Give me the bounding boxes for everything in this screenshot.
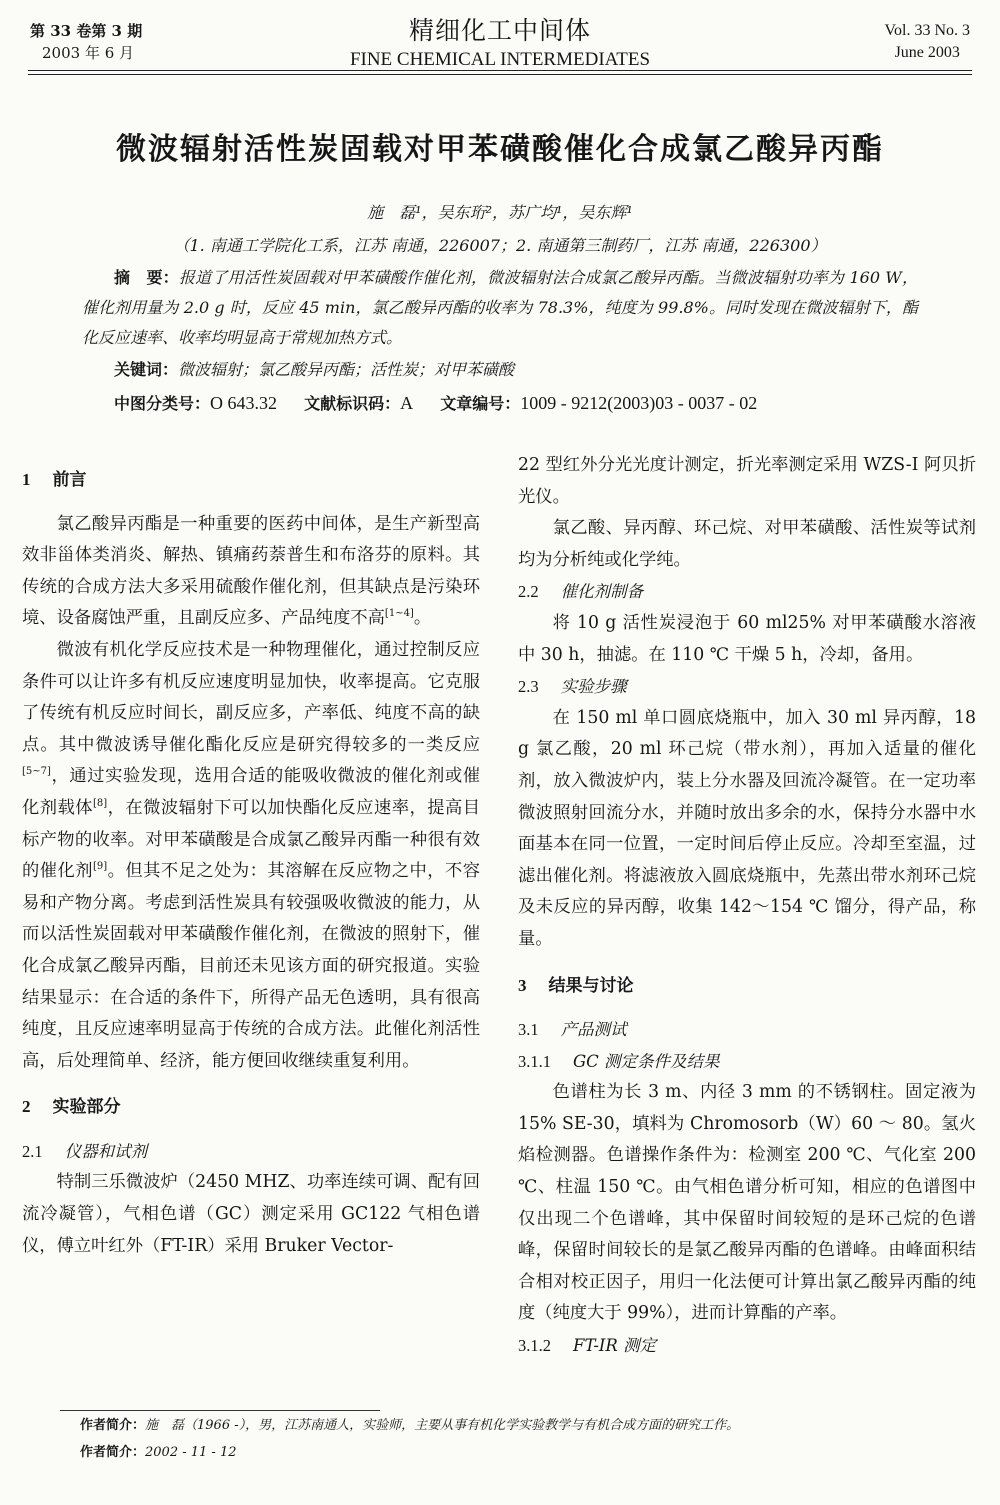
footnote-date: 作者简介：2002 - 11 - 12 (80, 1445, 237, 1460)
journal-name-cn: 精细化工中间体 (408, 16, 591, 45)
section-heading: 2 实验部分 (22, 1097, 121, 1118)
issue-date-en: June 2003 (894, 44, 960, 61)
subsection-heading: 3.1 产品测试 (518, 1020, 627, 1040)
subsection-heading: 2.3 实验步骤 (518, 677, 627, 697)
authors: 施 磊¹，吴东珩²，苏广均¹，吴东辉¹ (367, 203, 633, 222)
paragraph: 特制三乐微波炉（2450 MHZ、功率连续可调、配有回流冷凝管），气相色谱（GC）测定采用 GC122 气相色谱仪，傅立叶红外（FT-IR）采用 Bruker Vector- (22, 1172, 480, 1256)
volume-issue-en: Vol. 33 No. 3 (884, 22, 970, 39)
subsection-heading: 3.1.2 FT-IR 测定 (518, 1336, 657, 1356)
journal-name (0, 14, 1000, 72)
article-no-label: 文章编号： (440, 394, 521, 413)
section-heading: 3 结果与讨论 (518, 975, 634, 996)
keywords-label: 关键词： (114, 360, 179, 379)
citation: [5~7] (22, 766, 51, 778)
paper-title: 微波辐射活性炭固载对甲苯磺酸催化合成氯乙酸异丙酯 (116, 132, 884, 167)
left-column (22, 450, 480, 1262)
footnote-author: 作者简介：施 磊（1966 -），男，江苏南通人，实验师，主要从事有机化学实验教学与有机合成方面的研究工作。 (80, 1418, 740, 1433)
affiliation: （1. 南通工学院化工系，江苏 南通，226007；2. 南通第三制药厂，江苏 南通，226300） (173, 236, 827, 255)
citation: [8] (93, 798, 108, 810)
header-rule-thin (28, 74, 972, 75)
abstract (82, 263, 918, 353)
doc-code-label: 文献标识码： (304, 394, 401, 413)
subsection-heading: 2.1 仪器和试剂 (22, 1141, 148, 1161)
paragraph: 色谱柱为长 3 m、内径 3 mm 的不锈钢柱。固定液为 15% SE-30，填料为 Chromosorb（W）60 ～ 80。氢火焰检测器。色谱操作条件为：检测室 200 ℃、气化室 200 ℃、柱温 150 ℃。由气相色谱分析可知，相应的色谱图中仅出现二个色谱峰，其中保留时间较短的是环己烷的色谱峰，保留时间较长的是氯乙酸异丙酯的色谱峰。由峰面积结合相对校正因子，用归一化法便可计算出氯乙酸异丙酯的纯度（纯度大于 99%），进而计算酯的产率。 (518, 1082, 976, 1324)
abstract-label: 摘 要： (114, 268, 179, 287)
journal-name-en: FINE CHEMICAL INTERMEDIATES (349, 49, 651, 70)
citation: [9] (93, 861, 108, 873)
issue-info-en (885, 20, 971, 64)
header-rule (28, 70, 972, 71)
citation: [1~4] (384, 608, 414, 620)
issue-date: 2003 年 6 月 (42, 44, 135, 62)
keywords (114, 355, 514, 385)
paragraph: 将 10 g 活性炭浸泡于 60 ml25% 对甲苯磺酸水溶液中 30 h，抽滤。在 110 ℃ 干燥 5 h，冷却，备用。 (518, 612, 976, 665)
paragraph: 在 150 ml 单口圆底烧瓶中，加入 30 ml 异丙醇，18 g 氯乙酸，20 ml 环己烷（带水剂），再加入适量的催化剂，放入微波炉内，装上分水器及回流冷凝管。在一定功率微波照射回流分水，并随时放出多余的水，保持分水器中水面基本在同一位置，一定时间后停止反应。冷却至室温，过滤出催化剂。将滤液放入圆底烧瓶中，先蒸出带水剂环己烷及未反应的异丙醇，收集 142～154 ℃ 馏分，得产品，称量。 (518, 707, 976, 949)
keywords-text: 微波辐射；氯乙酸异丙酯；活性炭；对甲苯磺酸 (178, 360, 515, 379)
subsection-heading: 2.2 催化剂制备 (518, 582, 644, 602)
doc-code-value: A (400, 393, 414, 413)
right-column (518, 450, 976, 1362)
clc-value: O 643.32 (210, 393, 278, 413)
paragraph: 氯乙酸异丙酯是一种重要的医药中间体，是生产新型高效非甾体类消炎、解热、镇痛药萘普生和布洛芬的原料。其传统的合成方法大多采用硫酸作催化剂，但其缺点是污染环境、设备腐蚀严重，且副反应多、产品纯度不高[1~4]。 (22, 513, 480, 629)
paragraph: 微波有机化学反应技术是一种物理催化，通过控制反应条件可以让许多有机反应速度明显加快，收率提高。它克服了传统有机反应时间长，副反应多，产率低、纯度不高的缺点。其中微波诱导催化酯化反应是研究得较多的一类反应[5~7]，通过实验发现，选用合适的能吸收微波的催化剂或催化剂载体[8]，在微波辐射下可以加快酯化反应速率，提高目标产物的收率。对甲苯磺酸是合成氯乙酸异丙酯一种很有效的催化剂[9]。但其不足之处为：其溶解在反应物之中，不容易和产物分离。考虑到活性炭具有较强吸收微波的能力，从而以活性炭固载对甲苯磺酸作催化剂，在微波的照射下，催化合成氯乙酸异丙酯，目前还未见该方面的研究报道。实验结果显示：在合适的条件下，所得产品无色透明，具有很高纯度，且反应速率明显高于传统的合成方法。此催化剂活性高，后处理简单、经济，能方便回收继续重复利用。 (22, 639, 480, 1071)
classification (114, 388, 779, 419)
article-no-value: 1009 - 9212(2003)03 - 0037 - 02 (520, 393, 758, 413)
clc-label: 中图分类号： (114, 394, 211, 413)
subsection-heading: 3.1.1 GC 测定条件及结果 (518, 1051, 720, 1071)
section-heading: 1 前言 (22, 470, 87, 490)
footnote-rule (60, 1410, 380, 1411)
abstract-text: 报道了用活性炭固载对甲苯磺酸作催化剂，微波辐射法合成氯乙酸异丙酯。当微波辐射功率为 160 W，催化剂用量为 2.0 g 时，反应 45 min，氯乙酸异丙酯的收率为 78.3%，纯度为 99.8%。同时发现在微波辐射下，酯化反应速率、收率均明显高于常规加热方式。 (82, 268, 918, 347)
volume-issue: 第 33 卷第 3 期 (30, 22, 143, 40)
paragraph: 氯乙酸、异丙醇、环己烷、对甲苯磺酸、活性炭等试剂均为分析纯或化学纯。 (518, 518, 976, 570)
paragraph: 22 型红外分光光度计测定，折光率测定采用 WZS-I 阿贝折光仪。 (518, 455, 976, 507)
